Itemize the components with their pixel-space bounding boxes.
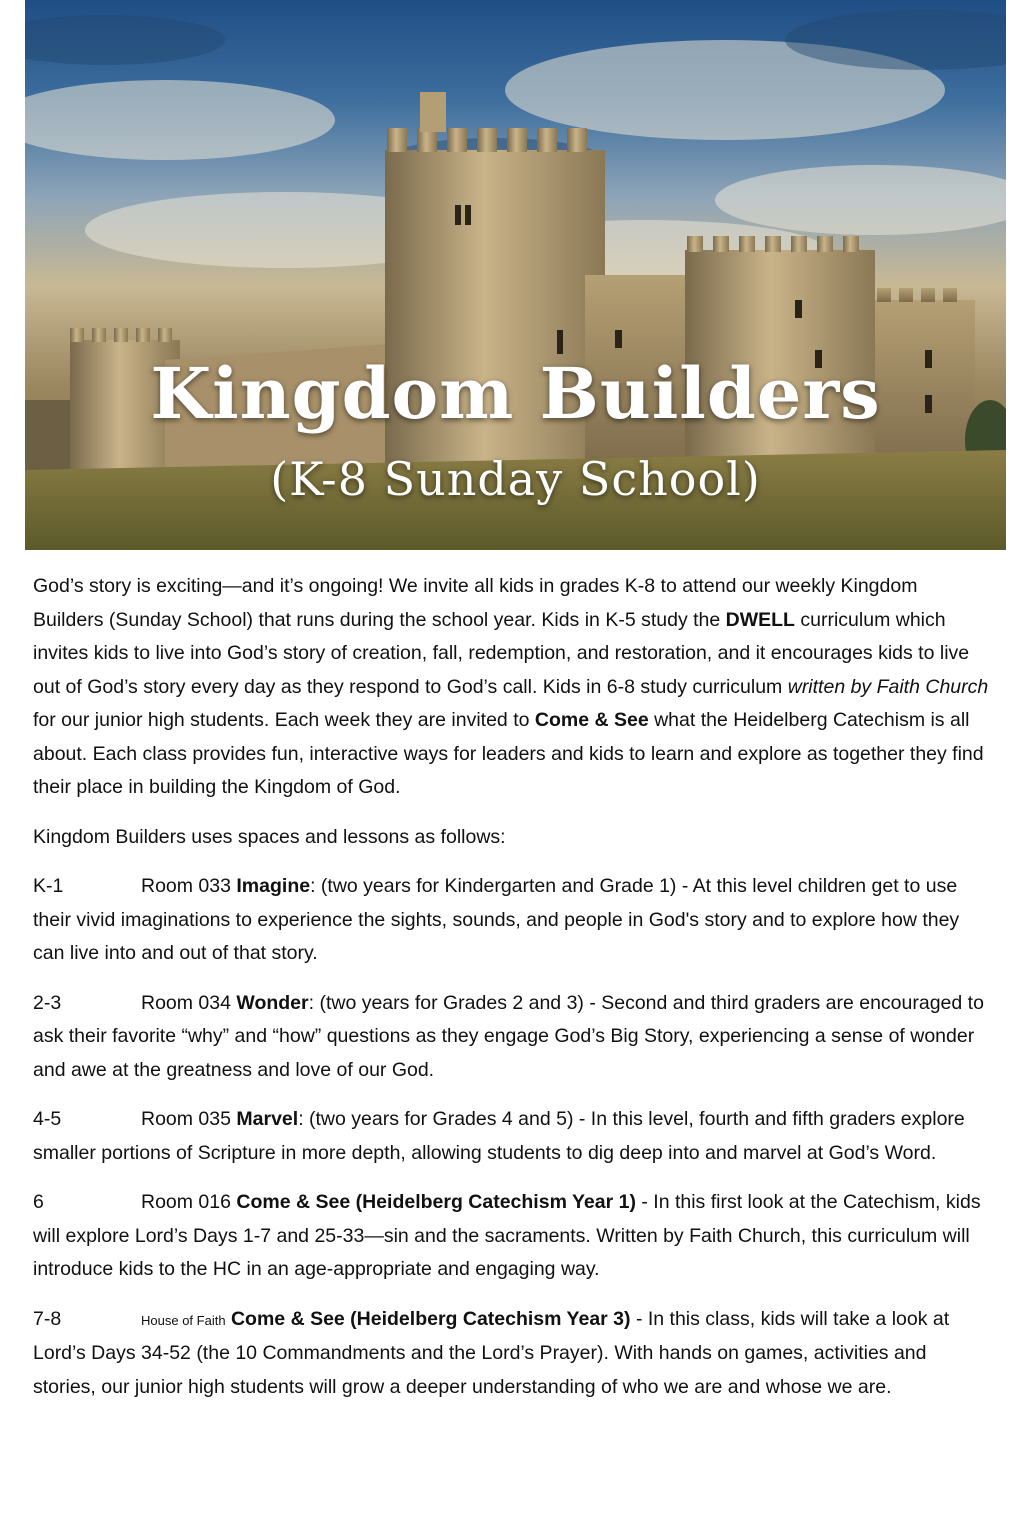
class-description: : (two years for Grades 2 and 3) - Second and third graders are encouraged to ask their favorite “why” and “how” questions as they engage God’s Big Story, experiencing a sense of wonder and awe at the greatness and love of our God. (33, 991, 984, 1081)
page-subtitle: (K-8 Sunday School) (270, 452, 761, 506)
class-entry (33, 870, 991, 971)
class-entry (33, 1103, 991, 1170)
lead-paragraph: Kingdom Builders uses spaces and lessons as follows: (33, 825, 506, 848)
class-name: Wonder (236, 991, 309, 1014)
room-label: Room 034 (141, 991, 231, 1014)
class-entry (33, 1186, 991, 1287)
class-description: : (two years for Kindergarten and Grade 1) - At this level children get to use their vivid imaginations to experience the sights, sounds, and people in God's story and to explore how they can live into and out of that story. (33, 875, 960, 964)
room-label: House of Faith (141, 1312, 226, 1328)
grade-label: 2-3 (33, 991, 62, 1014)
room-label: Room 035 (141, 1108, 231, 1130)
class-description: - In this first look at the Catechism, kids will explore Lord’s Days 1-7 and 25-33—sin and the sacraments. Written by Faith Church, this curriculum will introduce kids to the HC in an age-appropriate and engaging way. (33, 1191, 981, 1280)
class-name: Marvel (236, 1108, 299, 1130)
class-description: - In this class, kids will take a look at Lord’s Days 34-52 (the 10 Commandments and the Lord’s Prayer). With hands on games, activities and stories, our junior high students will grow a deeper understanding of who we are and whose we are. (33, 1307, 950, 1398)
class-entry (33, 1303, 991, 1405)
intro-paragraph: God’s story is exciting—and it’s ongoing! We invite all kids in grades K-8 to attend our weekly Kingdom Builders (Sunday School) that runs during the school year. Kids in K-5 study the DWELL curriculum which invites kids to live into God’s story of creation, fall, redemption, and restoration, and it encourages kids to live out of God’s story every day as they respond to God’s call. Kids in 6-8 study curriculum written by Faith Church for our junior high students. Each week they are invited to Come & See what the Heidelberg Catechism is all about. Each class provides fun, interactive ways for leaders and kids to learn and explore as together they find their place in building the Kingdom of God. (33, 575, 989, 798)
class-name: Imagine (236, 875, 311, 897)
grade-label: 7-8 (33, 1307, 62, 1330)
grade-label: 4-5 (33, 1108, 62, 1130)
main-content (33, 570, 991, 1420)
class-name: Come & See (Heidelberg Catechism Year 1) (236, 1191, 636, 1213)
hero-banner (25, 0, 1006, 550)
class-entry (33, 987, 991, 1088)
class-name: Come & See (Heidelberg Catechism Year 3) (230, 1307, 631, 1330)
room-label: Room 033 (141, 875, 231, 897)
grade-label: K-1 (33, 875, 64, 897)
class-description: : (two years for Grades 4 and 5) - In this level, fourth and fifth graders explore smaller portions of Scripture in more depth, allowing students to dig deep into and marvel at God’s Word. (33, 1108, 965, 1164)
grade-label: 6 (33, 1191, 44, 1213)
page-title: Kingdom Builders (150, 352, 881, 435)
room-label: Room 016 (141, 1191, 231, 1213)
